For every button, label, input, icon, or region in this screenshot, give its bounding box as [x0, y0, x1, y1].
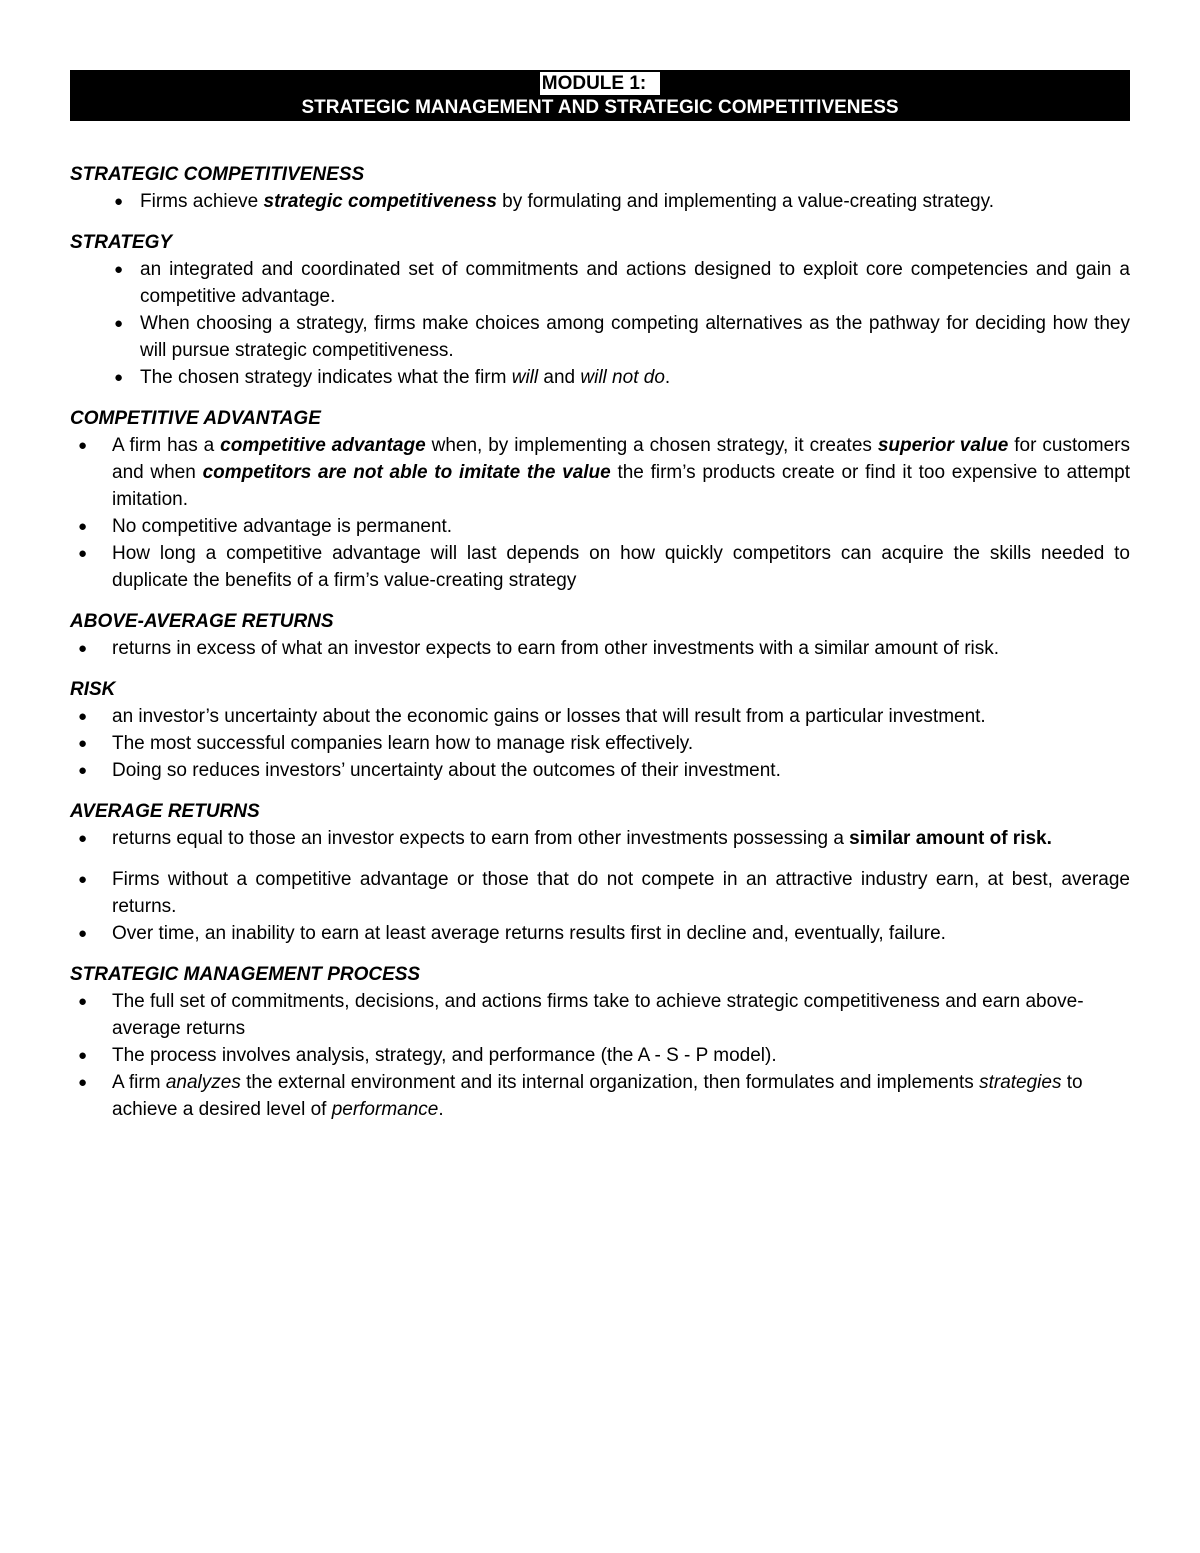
item-text: The process involves analysis, strategy, and performance (the A - S - P model). [112, 1045, 777, 1066]
list-item [70, 1042, 1130, 1069]
list-item [70, 364, 1130, 391]
section-strategic-competitiveness [70, 161, 1130, 215]
list-item [70, 920, 1130, 947]
item-text: an integrated and coordinated set of commitments and actions designed to exploit core competencies and gain a competitive advantage. [140, 259, 1130, 307]
bullet-icon: ● [114, 315, 124, 332]
bullet-list [70, 432, 1130, 594]
module-header [70, 70, 1130, 121]
bullet-icon: ● [78, 708, 88, 725]
module-label: MODULE 1: [540, 72, 661, 95]
bullet-icon: ● [78, 437, 88, 454]
item-text: returns in excess of what an investor expects to earn from other investments with a similar amount of risk. [112, 638, 1000, 659]
item-text: Over time, an inability to earn at least average returns results first in decline and, eventually, failure. [112, 923, 946, 944]
item-text: an investor’s uncertainty about the economic gains or losses that will result from a particular investment. [112, 706, 986, 727]
bullet-icon: ● [114, 369, 124, 386]
bullet-icon: ● [78, 871, 88, 888]
bullet-list [70, 988, 1130, 1123]
bullet-icon: ● [78, 545, 88, 562]
section-title: AVERAGE RETURNS [70, 801, 260, 822]
section-title: STRATEGY [70, 232, 173, 253]
list-item [70, 757, 1130, 784]
list-item [70, 256, 1130, 310]
module-title: STRATEGIC MANAGEMENT AND STRATEGIC COMPETITIVENESS [301, 97, 899, 118]
bullet-list [70, 256, 1130, 391]
list-item [70, 432, 1130, 513]
bullet-icon: ● [78, 1074, 88, 1091]
item-text: The most successful companies learn how to manage risk effectively. [112, 733, 694, 754]
bullet-icon: ● [78, 925, 88, 942]
section-strategy [70, 229, 1130, 391]
section-title: COMPETITIVE ADVANTAGE [70, 408, 321, 429]
item-text: When choosing a strategy, firms make choices among competing alternatives as the pathway for deciding how they will pursue strategic competitiveness. [140, 313, 1130, 361]
bullet-list [70, 635, 1130, 662]
bullet-icon: ● [78, 640, 88, 657]
section-competitive-advantage [70, 405, 1130, 594]
list-item [70, 540, 1130, 594]
list-item [70, 730, 1130, 757]
bullet-list [70, 188, 1130, 215]
list-item [70, 188, 1130, 215]
bullet-icon: ● [114, 261, 124, 278]
bullet-icon: ● [78, 735, 88, 752]
section-title: STRATEGIC COMPETITIVENESS [70, 164, 365, 185]
bullet-icon: ● [114, 193, 124, 210]
list-item [70, 1069, 1130, 1123]
item-text: The full set of commitments, decisions, and actions firms take to achieve strategic competitiveness and earn above-average returns [112, 991, 1084, 1039]
item-text: The chosen strategy indicates what the firm will and will not do. [140, 367, 671, 388]
section-average-returns [70, 798, 1130, 947]
item-text: No competitive advantage is permanent. [112, 516, 453, 537]
list-item [70, 703, 1130, 730]
item-text: returns equal to those an investor expects to earn from other investments possessing a similar amount of risk. [112, 828, 1052, 849]
item-text: Doing so reduces investors’ uncertainty about the outcomes of their investment. [112, 760, 781, 781]
list-item [70, 866, 1130, 920]
section-above-average-returns [70, 608, 1130, 662]
bullet-list [70, 825, 1130, 947]
section-title: ABOVE-AVERAGE RETURNS [70, 611, 334, 632]
section-strategic-management-process [70, 961, 1130, 1123]
section-risk [70, 676, 1130, 784]
section-title: RISK [70, 679, 116, 700]
bullet-icon: ● [78, 1047, 88, 1064]
section-title: STRATEGIC MANAGEMENT PROCESS [70, 964, 421, 985]
list-item [70, 825, 1130, 852]
list-item [70, 635, 1130, 662]
item-text: Firms without a competitive advantage or those that do not compete in an attractive industry earn, at best, average returns. [112, 869, 1130, 917]
item-text: A firm analyzes the external environment and its internal organization, then formulates and implements strategies to achieve a desired level of performance. [112, 1072, 1083, 1120]
item-text: Firms achieve strategic competitiveness by formulating and implementing a value-creating strategy. [140, 191, 994, 212]
bullet-icon: ● [78, 518, 88, 535]
bullet-icon: ● [78, 993, 88, 1010]
bullet-icon: ● [78, 830, 88, 847]
bullet-list [70, 703, 1130, 784]
document-body [70, 161, 1130, 1137]
list-item [70, 988, 1130, 1042]
list-item [70, 513, 1130, 540]
list-item [70, 310, 1130, 364]
bullet-icon: ● [78, 762, 88, 779]
item-text: A firm has a competitive advantage when, by implementing a chosen strategy, it creates superior value for customers and when competitors are not able to imitate the value the firm’s products create or find it too expensive to attempt imitation. [112, 435, 1131, 510]
item-text: How long a competitive advantage will last depends on how quickly competitors can acquire the skills needed to duplicate the benefits of a firm’s value-creating strategy [112, 543, 1130, 591]
